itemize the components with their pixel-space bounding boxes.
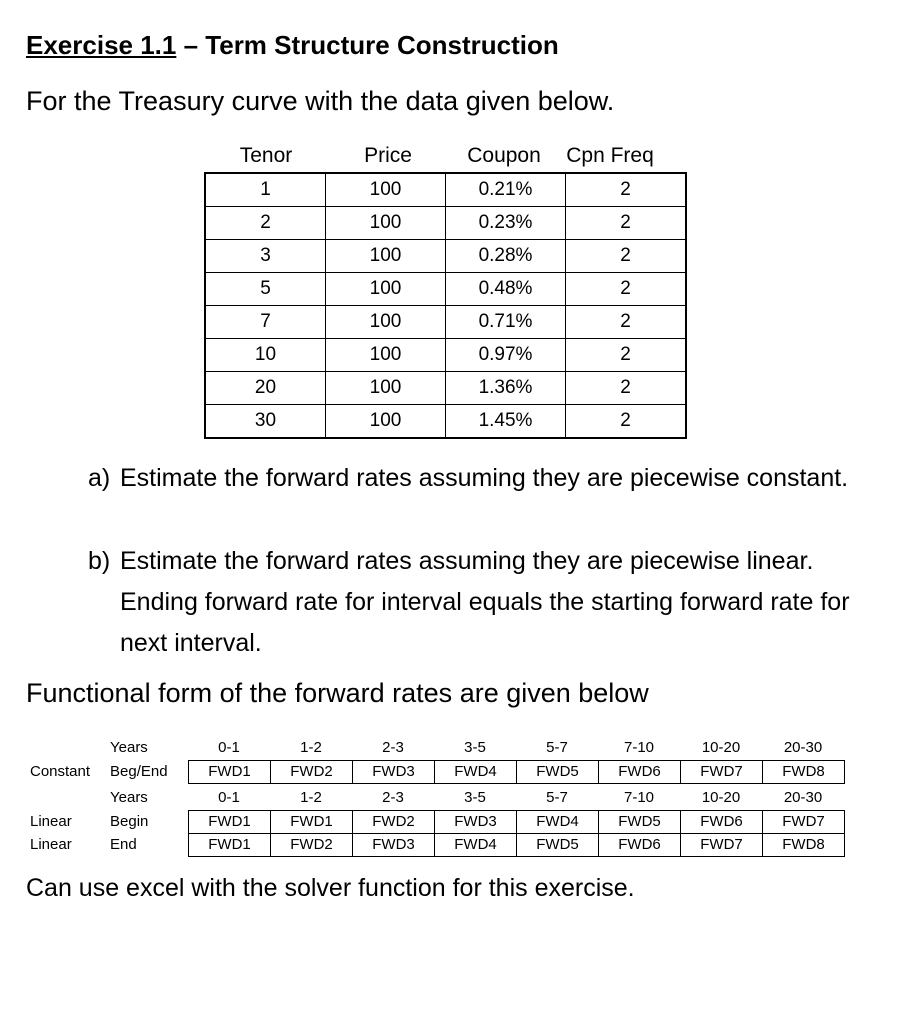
forward-cell: FWD3 [353, 761, 435, 783]
bond-row [205, 173, 686, 207]
linear-begin-row [0, 810, 924, 834]
interval-label: 3-5 [464, 739, 486, 756]
bond-cell: 3 [205, 240, 326, 273]
forward-cell: FWD4 [435, 834, 517, 856]
bond-cell: 2 [566, 273, 687, 306]
interval-label: 2-3 [382, 739, 404, 756]
bond-cell: 0.28% [446, 240, 566, 273]
forward-cell: FWD7 [681, 834, 763, 856]
bond-cell: 0.23% [446, 207, 566, 240]
forward-cell: FWD1 [189, 834, 271, 856]
bond-cell: 7 [205, 306, 326, 339]
constant-cells [188, 760, 845, 784]
header-price: Price [364, 144, 412, 167]
forward-cell: FWD7 [681, 761, 763, 783]
forward-cell: FWD2 [271, 761, 353, 783]
bond-row [205, 306, 686, 339]
linear-end-cells [188, 833, 845, 857]
bond-row [205, 273, 686, 306]
question-a [88, 458, 858, 499]
exercise-number: Exercise 1.1 [26, 30, 177, 60]
forward-cell: FWD3 [353, 834, 435, 856]
begin-sublabel: Begin [110, 813, 149, 830]
years-label: Years [110, 739, 148, 756]
bond-cell: 100 [326, 405, 446, 439]
forward-cell: FWD8 [782, 763, 825, 780]
linear-label: Linear [30, 836, 72, 853]
footer-note: Can use excel with the solver function for this exercise. [26, 874, 635, 902]
question-text: Estimate the forward rates assuming they are piecewise constant. [120, 464, 849, 492]
bond-data-table [204, 140, 687, 439]
bond-cell: 2 [566, 207, 687, 240]
bond-row [205, 405, 686, 439]
bond-cell: 0.48% [446, 273, 566, 306]
bond-cell: 30 [205, 405, 326, 439]
interval-label: 1-2 [300, 789, 322, 806]
bond-cell: 0.71% [446, 306, 566, 339]
bond-cell: 100 [326, 240, 446, 273]
exercise-subject: Term Structure Construction [205, 30, 559, 60]
constant-row [0, 760, 924, 784]
bond-cell: 0.21% [446, 173, 566, 207]
question-label: b) [88, 547, 111, 575]
forward-cell: FWD4 [517, 811, 599, 833]
interval-label: 5-7 [546, 739, 568, 756]
intro-text: For the Treasury curve with the data given below. [26, 86, 615, 116]
bond-cell: 100 [326, 273, 446, 306]
bond-cell: 0.97% [446, 339, 566, 372]
bond-cell: 2 [566, 339, 687, 372]
question-text: Estimate the forward rates assuming they are piecewise linear. Ending forward rate for interval equals the starting forward rate for next interval. [120, 547, 850, 657]
linear-end-row [0, 833, 924, 857]
forward-cell: FWD5 [517, 834, 599, 856]
forward-cell: FWD4 [435, 761, 517, 783]
interval-label: 1-2 [300, 739, 322, 756]
bond-cell: 2 [566, 372, 687, 405]
forward-cell: FWD1 [271, 811, 353, 833]
forward-cell: FWD3 [435, 811, 517, 833]
interval-label: 2-3 [382, 789, 404, 806]
forward-cell: FWD2 [271, 834, 353, 856]
years-row-linear [0, 786, 924, 810]
bond-row [205, 207, 686, 240]
bond-row [205, 372, 686, 405]
forward-cell: FWD8 [782, 836, 825, 853]
interval-label: 7-10 [623, 789, 655, 806]
years-label: Years [110, 789, 148, 806]
linear-begin-cells [188, 810, 845, 833]
functional-form-heading: Functional form of the forward rates are given below [26, 678, 649, 708]
forward-cell: FWD7 [782, 813, 825, 830]
interval-label: 3-5 [464, 789, 486, 806]
forward-cell: FWD6 [599, 761, 681, 783]
bond-cell: 100 [326, 339, 446, 372]
interval-label: 5-7 [546, 789, 568, 806]
exercise-title [26, 30, 559, 61]
forward-cell: FWD1 [189, 761, 271, 783]
interval-label: 7-10 [623, 739, 655, 756]
header-coupon: Coupon [467, 144, 541, 167]
forward-cell: FWD2 [353, 811, 435, 833]
bond-cell: 2 [566, 405, 687, 439]
bond-cell: 2 [566, 306, 687, 339]
question-label: a) [88, 464, 111, 492]
forward-cell: FWD5 [599, 811, 681, 833]
bond-cell: 100 [326, 207, 446, 240]
interval-label: 10-20 [701, 739, 741, 756]
constant-label: Constant [30, 763, 91, 780]
question-b [88, 541, 858, 664]
constant-sublabel: Beg/End [110, 763, 168, 780]
interval-label: 10-20 [701, 789, 741, 806]
bond-cell: 20 [205, 372, 326, 405]
linear-label: Linear [30, 813, 72, 830]
interval-label: 0-1 [218, 789, 240, 806]
header-tenor: Tenor [239, 144, 293, 167]
bond-table-body [204, 172, 687, 439]
header-cpn-freq: Cpn Freq [566, 144, 654, 167]
bond-cell: 10 [205, 339, 326, 372]
bond-cell: 2 [205, 207, 326, 240]
bond-row [205, 240, 686, 273]
interval-label: 20-30 [783, 739, 823, 756]
years-row-constant [0, 736, 924, 760]
bond-cell: 100 [326, 173, 446, 207]
forward-cell: FWD6 [599, 834, 681, 856]
bond-row [205, 339, 686, 372]
bond-cell: 2 [566, 240, 687, 273]
forward-cell: FWD1 [189, 811, 271, 833]
title-dash: – [176, 30, 206, 60]
interval-label: 20-30 [783, 789, 823, 806]
bond-cell: 1 [205, 173, 326, 207]
end-sublabel: End [110, 836, 137, 853]
bond-table-header [204, 140, 674, 172]
bond-cell: 1.45% [446, 405, 566, 439]
bond-cell: 100 [326, 372, 446, 405]
bond-cell: 2 [566, 173, 687, 207]
bond-cell: 5 [205, 273, 326, 306]
bond-cell: 100 [326, 306, 446, 339]
forward-cell: FWD5 [517, 761, 599, 783]
interval-label: 0-1 [218, 739, 240, 756]
bond-cell: 1.36% [446, 372, 566, 405]
forward-cell: FWD6 [681, 811, 763, 833]
